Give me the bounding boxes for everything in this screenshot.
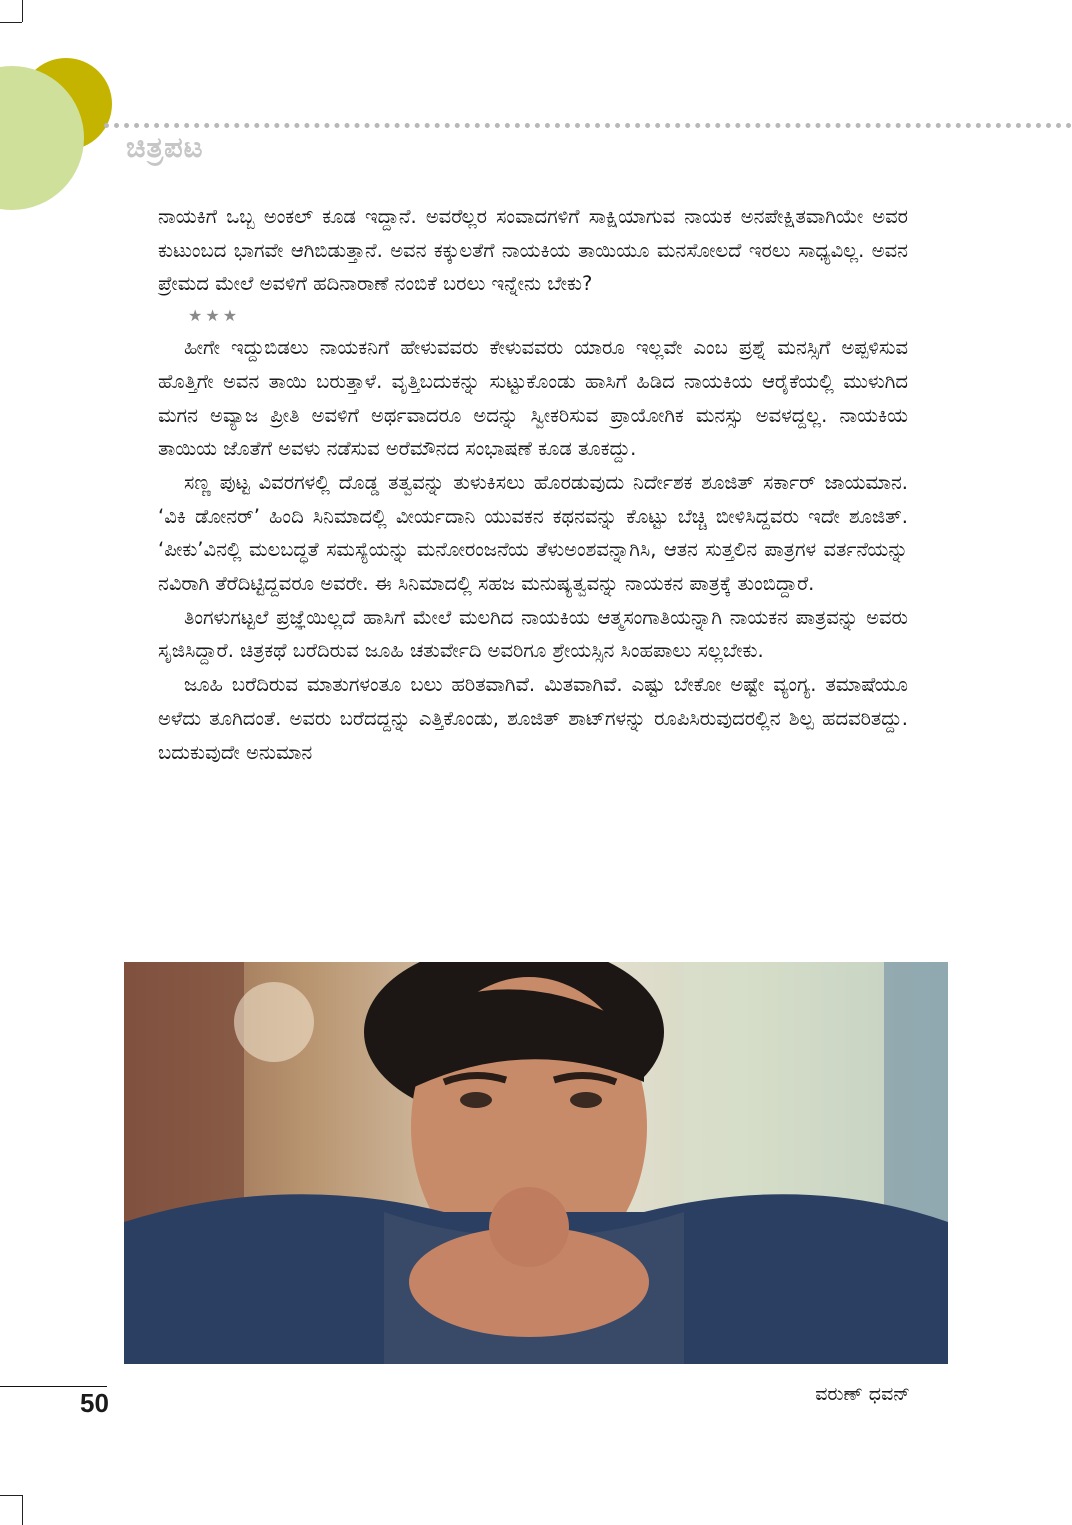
header-dotted-rule <box>104 123 1072 128</box>
actor-photo <box>124 962 948 1364</box>
section-title: ಚಿತ್ರಪಟ <box>126 130 204 164</box>
crop-mark-bottom-vertical <box>22 1495 23 1525</box>
paragraph-5: ಜೂಹಿ ಬರೆದಿರುವ ಮಾತುಗಳಂತೂ ಬಲು ಹರಿತವಾಗಿವೆ. ಮಿತವಾಗಿವೆ. ಎಷ್ಟು ಬೇಕೋ ಅಷ್ಟೇ ವ್ಯಂಗ್ಯ. ತಮಾಷೆಯೂ ಅಳೆದು ತೂಗಿದಂತೆ. ಅವರು ಬರೆದದ್ದನ್ನು ಎತ್ತಿಕೊಂಡು, ಶೂಜಿತ್ ಶಾಟ್‌ಗಳನ್ನು ರೂಪಿಸಿರುವುದರಲ್ಲಿನ ಶಿಲ್ಪ ಹದವರಿತದ್ದು. ಬದುಕುವುದೇ ಅನುಮಾನ <box>158 673 908 764</box>
footer-rule <box>0 1386 107 1387</box>
crop-mark-top-vertical <box>22 0 23 22</box>
crop-mark-top-horizontal <box>0 22 22 23</box>
photo-caption: ವರುಣ್ ಧವನ್ <box>815 1383 910 1405</box>
paragraph-1: ನಾಯಕಿಗೆ ಒಬ್ಬ ಅಂಕಲ್ ಕೂಡ ಇದ್ದಾನೆ. ಅವರೆಲ್ಲರ ಸಂವಾದಗಳಿಗೆ ಸಾಕ್ಷಿಯಾಗುವ ನಾಯಕ ಅನಪೇಕ್ಷಿತವಾಗಿಯೇ ಅವರ ಕುಟುಂಬದ ಭಾಗವೇ ಆಗಿಬಿಡುತ್ತಾನೆ. ಅವನ ಕಕ್ಕುಲತೆಗೆ ನಾಯಕಿಯ ತಾಯಿಯೂ ಮನಸೋಲದೆ ಇರಲು ಸಾಧ್ಯವಿಲ್ಲ. ಅವನ ಪ್ರೇಮದ ಮೇಲೆ ಅವಳಿಗೆ ಹದಿನಾರಾಣೆ ನಂಬಿಕೆ ಬರಲು ಇನ್ನೇನು ಬೇಕು? <box>158 205 908 296</box>
article-body <box>158 200 908 769</box>
crop-mark-bottom-horizontal <box>0 1495 22 1496</box>
section-separator: ★★★ <box>188 306 241 326</box>
paragraph-2: ಹೀಗೇ ಇದ್ದುಬಿಡಲು ನಾಯಕನಿಗೆ ಹೇಳುವವರು ಕೇಳುವವರು ಯಾರೂ ಇಲ್ಲವೇ ಎಂಬ ಪ್ರಶ್ನೆ ಮನಸ್ಸಿಗೆ ಅಪ್ಪಳಿಸುವ ಹೊತ್ತಿಗೇ ಅವನ ತಾಯಿ ಬರುತ್ತಾಳೆ. ವೃತ್ತಿಬದುಕನ್ನು ಸುಟ್ಟುಕೊಂಡು ಹಾಸಿಗೆ ಹಿಡಿದ ನಾಯಕಿಯ ಆರೈಕೆಯಲ್ಲಿ ಮುಳುಗಿದ ಮಗನ ಅವ್ಯಾಜ ಪ್ರೀತಿ ಅವಳಿಗೆ ಅರ್ಥವಾದರೂ ಅದನ್ನು ಸ್ವೀಕರಿಸುವ ಪ್ರಾಯೋಗಿಕ ಮನಸ್ಸು ಅವಳದ್ದಲ್ಲ. ನಾಯಕಿಯ ತಾಯಿಯ ಜೊತೆಗೆ ಅವಳು ನಡೆಸುವ ಅರೆಮೌನದ ಸಂಭಾಷಣೆ ಕೂಡ ತೂಕದ್ದು. <box>158 336 908 461</box>
page-number: 50 <box>80 1388 109 1418</box>
actor-photo-illustration <box>124 962 948 1364</box>
paragraph-3: ಸಣ್ಣ ಪುಟ್ಟ ವಿವರಗಳಲ್ಲಿ ದೊಡ್ಡ ತತ್ವವನ್ನು ತುಳುಕಿಸಲು ಹೊರಡುವುದು ನಿರ್ದೇಶಕ ಶೂಜಿತ್ ಸರ್ಕಾರ್ ಜಾಯಮಾನ. ‘ವಿಕಿ ಡೋನರ್’ ಹಿಂದಿ ಸಿನಿಮಾದಲ್ಲಿ ವೀರ್ಯದಾನಿ ಯುವಕನ ಕಥನವನ್ನು ಕೊಟ್ಟು ಬೆಚ್ಚಿ ಬೀಳಿಸಿದ್ದವರು ಇದೇ ಶೂಜಿತ್. ‘ಪೀಕು’ವಿನಲ್ಲಿ ಮಲಬದ್ಧತೆ ಸಮಸ್ಯೆಯನ್ನು ಮನೋರಂಜನೆಯ ತೆಳುಅಂಶವನ್ನಾಗಿಸಿ, ಆತನ ಸುತ್ತಲಿನ ಪಾತ್ರಗಳ ವರ್ತನೆಯನ್ನು ನವಿರಾಗಿ ತೆರೆದಿಟ್ಟಿದ್ದವರೂ ಅವರೇ. ಈ ಸಿನಿಮಾದಲ್ಲಿ ಸಹಜ ಮನುಷ್ಯತ್ವವನ್ನು ನಾಯಕನ ಪಾತ್ರಕ್ಕೆ ತುಂಬಿದ್ದಾರೆ. <box>158 470 908 596</box>
paragraph-4: ತಿಂಗಳುಗಟ್ಟಲೆ ಪ್ರಜ್ಞೆಯಿಲ್ಲದೆ ಹಾಸಿಗೆ ಮೇಲೆ ಮಲಗಿದ ನಾಯಕಿಯ ಆತ್ಮಸಂಗಾತಿಯನ್ನಾಗಿ ನಾಯಕನ ಪಾತ್ರವನ್ನು ಅವರು ಸೃಜಿಸಿದ್ದಾರೆ. ಚಿತ್ರಕಥೆ ಬರೆದಿರುವ ಜೂಹಿ ಚತುರ್ವೇದಿ ಅವರಿಗೂ ಶ್ರೇಯಸ್ಸಿನ ಸಿಂಹಪಾಲು ಸಲ್ಲಬೇಕು. <box>158 605 908 663</box>
